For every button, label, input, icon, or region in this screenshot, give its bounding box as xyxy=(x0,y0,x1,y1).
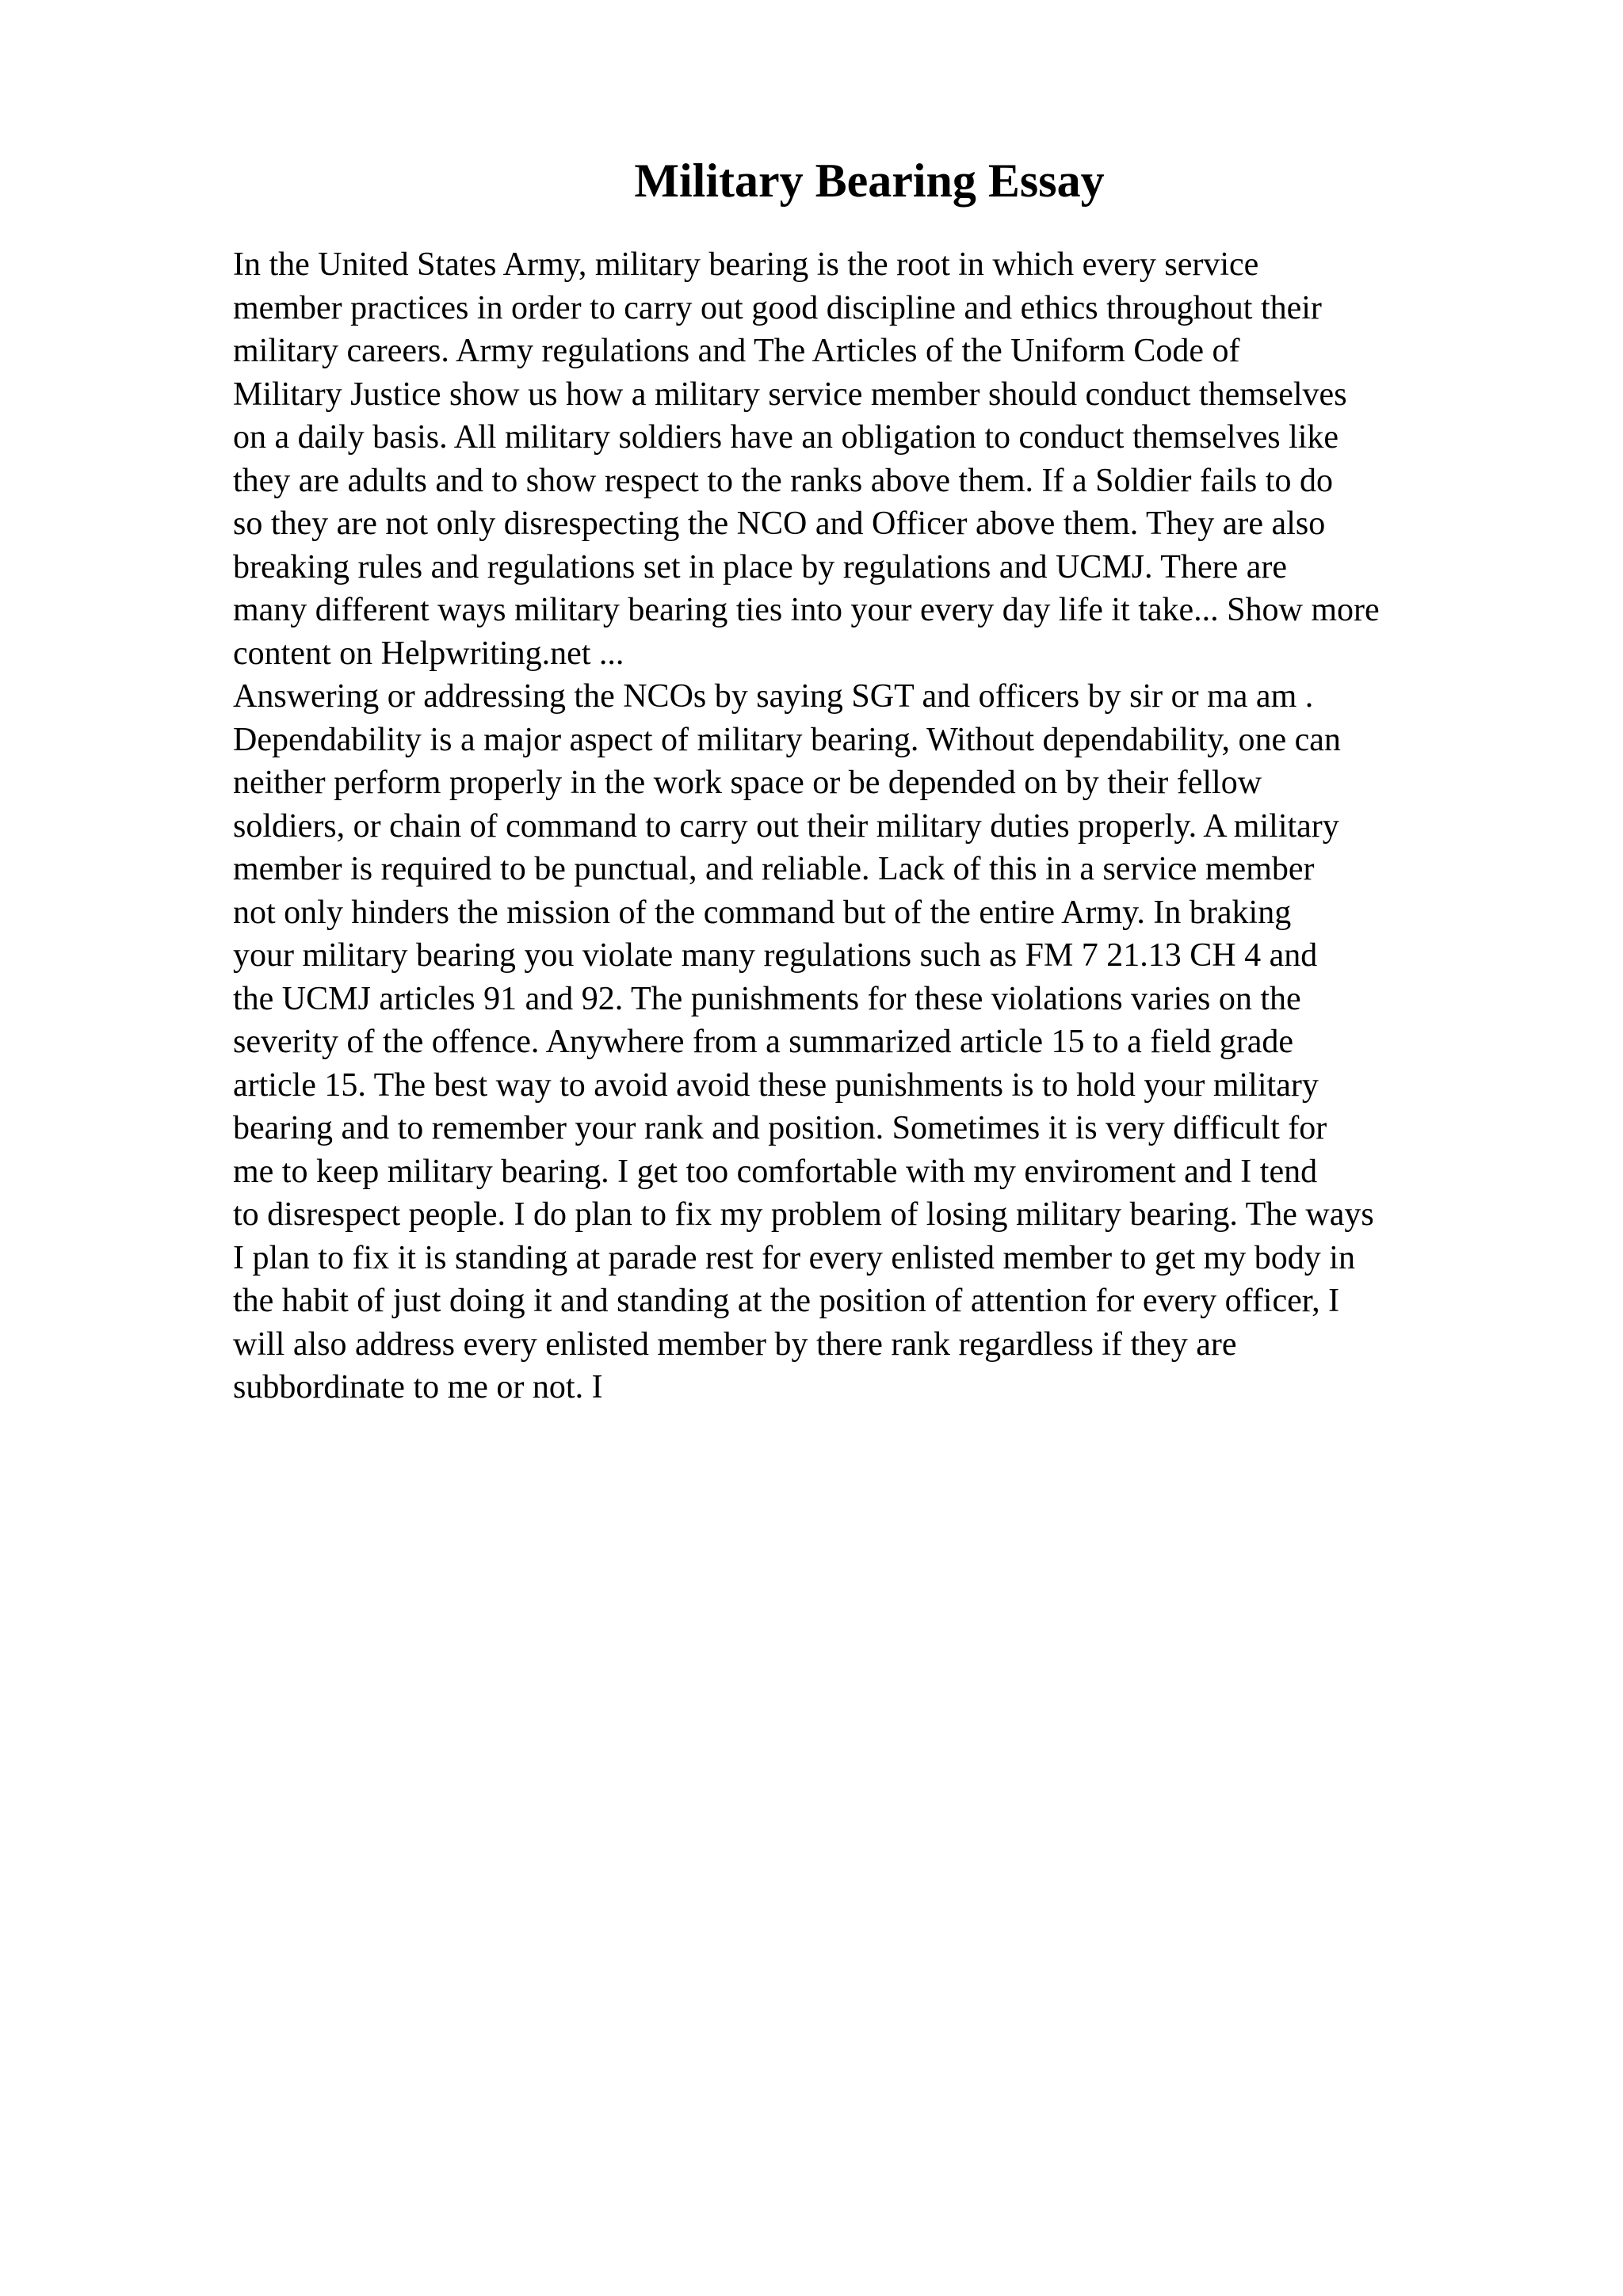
text-line: me to keep military bearing. I get too comfortable with my enviroment and I tend xyxy=(233,1153,1318,1190)
text-line: Answering or addressing the NCOs by saying SGT and officers by sir or ma am . xyxy=(233,678,1314,715)
text-line: I plan to fix it is standing at parade rest for every enlisted member to get my body in xyxy=(233,1239,1355,1276)
text-line: not only hinders the mission of the command but of the entire Army. In braking xyxy=(233,894,1292,931)
text-line: soldiers, or chain of command to carry out their military duties properly. A military xyxy=(233,807,1339,845)
text-line: article 15. The best way to avoid avoid these punishments is to hold your military xyxy=(233,1066,1319,1104)
text-line: the UCMJ articles 91 and 92. The punishments for these violations varies on the xyxy=(233,980,1301,1017)
essay-body xyxy=(233,243,1623,1409)
text-line: content on Helpwriting.net ... xyxy=(233,635,624,672)
text-line: the habit of just doing it and standing at the position of attention for every officer, I xyxy=(233,1283,1340,1319)
document-title: Military Bearing Essay xyxy=(634,154,1105,207)
text-line: subbordinate to me or not. I xyxy=(233,1369,603,1405)
text-line: In the United States Army, military bearing is the root in which every service xyxy=(233,246,1259,283)
text-line: so they are not only disrespecting the NCO and Officer above them. They are also xyxy=(233,505,1326,542)
text-line: on a daily basis. All military soldiers have an obligation to conduct themselves like xyxy=(233,419,1339,456)
text-line: military careers. Army regulations and The Articles of the Uniform Code of xyxy=(233,333,1240,369)
text-line: Military Justice show us how a military service member should conduct themselves xyxy=(233,376,1347,413)
text-line: neither perform properly in the work space or be depended on by their fellow xyxy=(233,765,1262,801)
text-line: Dependability is a major aspect of military bearing. Without dependability, one can xyxy=(233,721,1341,758)
text-line: severity of the offence. Anywhere from a summarized article 15 to a field grade xyxy=(233,1024,1294,1060)
text-line: they are adults and to show respect to the ranks above them. If a Soldier fails to do xyxy=(233,462,1333,499)
text-line: many different ways military bearing ties into your every day life it take... Show more xyxy=(233,592,1380,628)
text-line: to disrespect people. I do plan to fix my problem of losing military bearing. The ways xyxy=(233,1196,1374,1233)
text-line: breaking rules and regulations set in place by regulations and UCMJ. There are xyxy=(233,548,1287,585)
text-line: will also address every enlisted member by there rank regardless if they are xyxy=(233,1325,1237,1363)
text-line: your military bearing you violate many regulations such as FM 7 21.13 CH 4 and xyxy=(233,937,1318,974)
text-line: bearing and to remember your rank and position. Sometimes it is very difficult for xyxy=(233,1110,1327,1146)
text-line: member practices in order to carry out good discipline and ethics throughout their xyxy=(233,289,1322,326)
text-line: member is required to be punctual, and reliable. Lack of this in a service member xyxy=(233,851,1315,887)
